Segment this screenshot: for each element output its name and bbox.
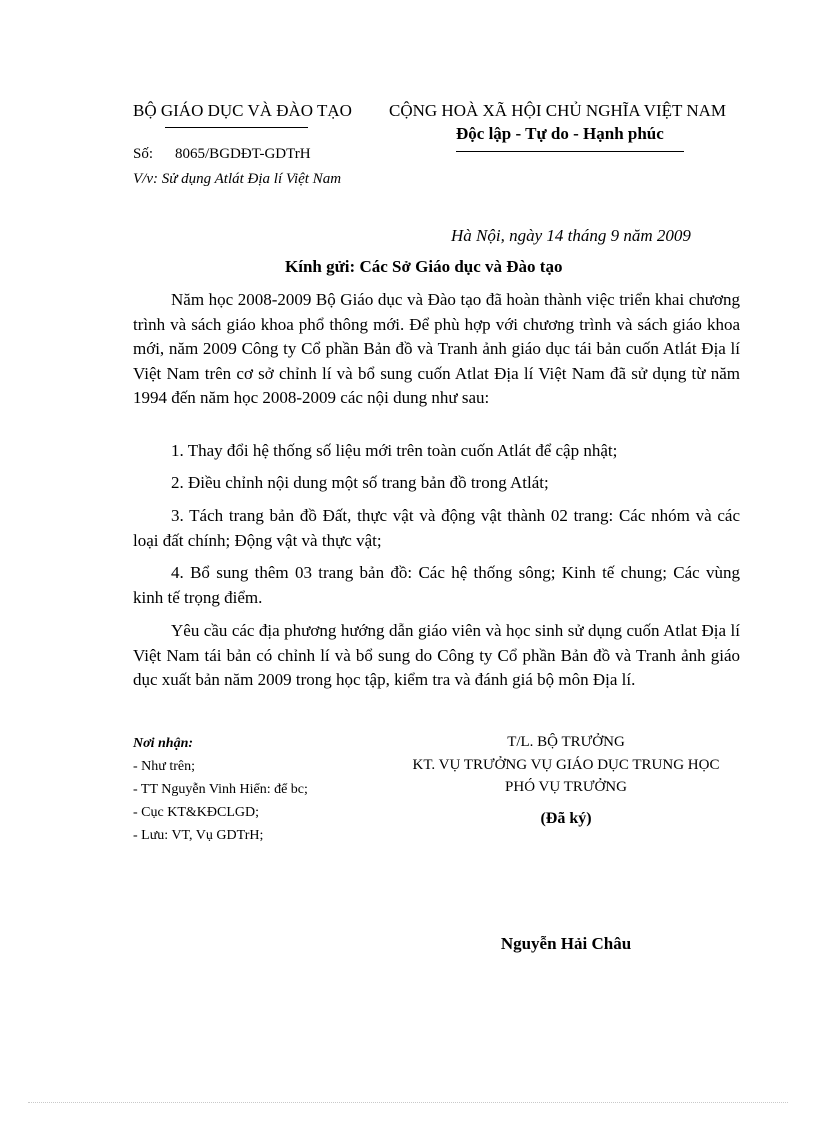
signature-signed-note: (Đã ký) (540, 810, 592, 827)
signer-name: Nguyễn Hải Châu (500, 934, 632, 953)
recipient-item: - Cục KT&KĐCLGD; (133, 805, 259, 820)
salutation: Kính gửi: Các Sở Giáo dục và Đào tạo (285, 257, 563, 276)
body-paragraph: Năm học 2008-2009 Bộ Giáo dục và Đào tạo đã hoàn thành việc triển khai chương trình và sách giáo khoa phổ thông mới. Để phù hợp với chương trình và sách giáo khoa mới, năm 2009 Công ty Cổ phần Bản đồ và Tranh ảnh giáo dục tái bản cuốn Atlát Địa lí Việt Nam trên cơ sở chỉnh lí và bổ sung cuốn Atlat Địa lí Việt Nam đã sử dụng từ năm 1994 đến năm học 2008-2009 các nội dung như sau: (133, 290, 740, 407)
signature-authority: T/L. BỘ TRƯỞNG (507, 734, 625, 750)
body-paragraph: 3. Tách trang bản đồ Đất, thực vật và động vật thành 02 trang: Các nhóm và các loại đất chính; Động vật và thực vật; (133, 506, 740, 550)
national-motto: Độc lập - Tự do - Hạnh phúc (456, 124, 664, 143)
recipient-item: - TT Nguyễn Vinh Hiển: để bc; (133, 782, 308, 797)
ministry-name: BỘ GIÁO DỤC VÀ ĐÀO TẠO (133, 101, 352, 120)
document-subject: V/v: Sử dụng Atlát Địa lí Việt Nam (133, 171, 342, 187)
dateline: Hà Nội, ngày 14 tháng 9 năm 2009 (451, 226, 691, 245)
republic-name: CỘNG HOÀ XÃ HỘI CHỦ NGHĨA VIỆT NAM (389, 101, 727, 120)
signature-title: PHÓ VỤ TRƯỞNG (505, 779, 627, 795)
recipients-title: Nơi nhận: (133, 736, 194, 751)
page-edge-divider (28, 1102, 788, 1103)
document-number-value: 8065/BGDĐT-GDTrH (175, 146, 311, 162)
body-paragraph: Yêu cầu các địa phương hướng dẫn giáo viên và học sinh sử dụng cuốn Atlat Địa lí Việt Nam tái bản có chỉnh lí và bổ sung do Công ty Cổ phần Bản đồ và Tranh ảnh giáo dục xuất bản năm 2009 trong học tập, kiểm tra và đánh giá bộ môn Địa lí. (133, 621, 740, 689)
body-paragraph: 4. Bổ sung thêm 03 trang bản đồ: Các hệ thống sông; Kinh tế chung; Các vùng kinh tế trọng điểm. (133, 563, 740, 607)
body-paragraph: 2. Điều chỉnh nội dung một số trang bản đồ trong Atlát; (171, 473, 549, 492)
recipient-item: - Lưu: VT, Vụ GDTrH; (133, 828, 264, 843)
document-number-label: Số: (133, 146, 154, 162)
document-number (133, 146, 311, 163)
body-paragraph: 1. Thay đổi hệ thống số liệu mới trên toàn cuốn Atlát để cập nhật; (171, 441, 618, 460)
motto-underline (456, 151, 684, 152)
signature-department: KT. VỤ TRƯỞNG VỤ GIÁO DỤC TRUNG HỌC (412, 757, 720, 773)
recipient-item: - Như trên; (133, 759, 196, 774)
ministry-underline (165, 127, 308, 128)
